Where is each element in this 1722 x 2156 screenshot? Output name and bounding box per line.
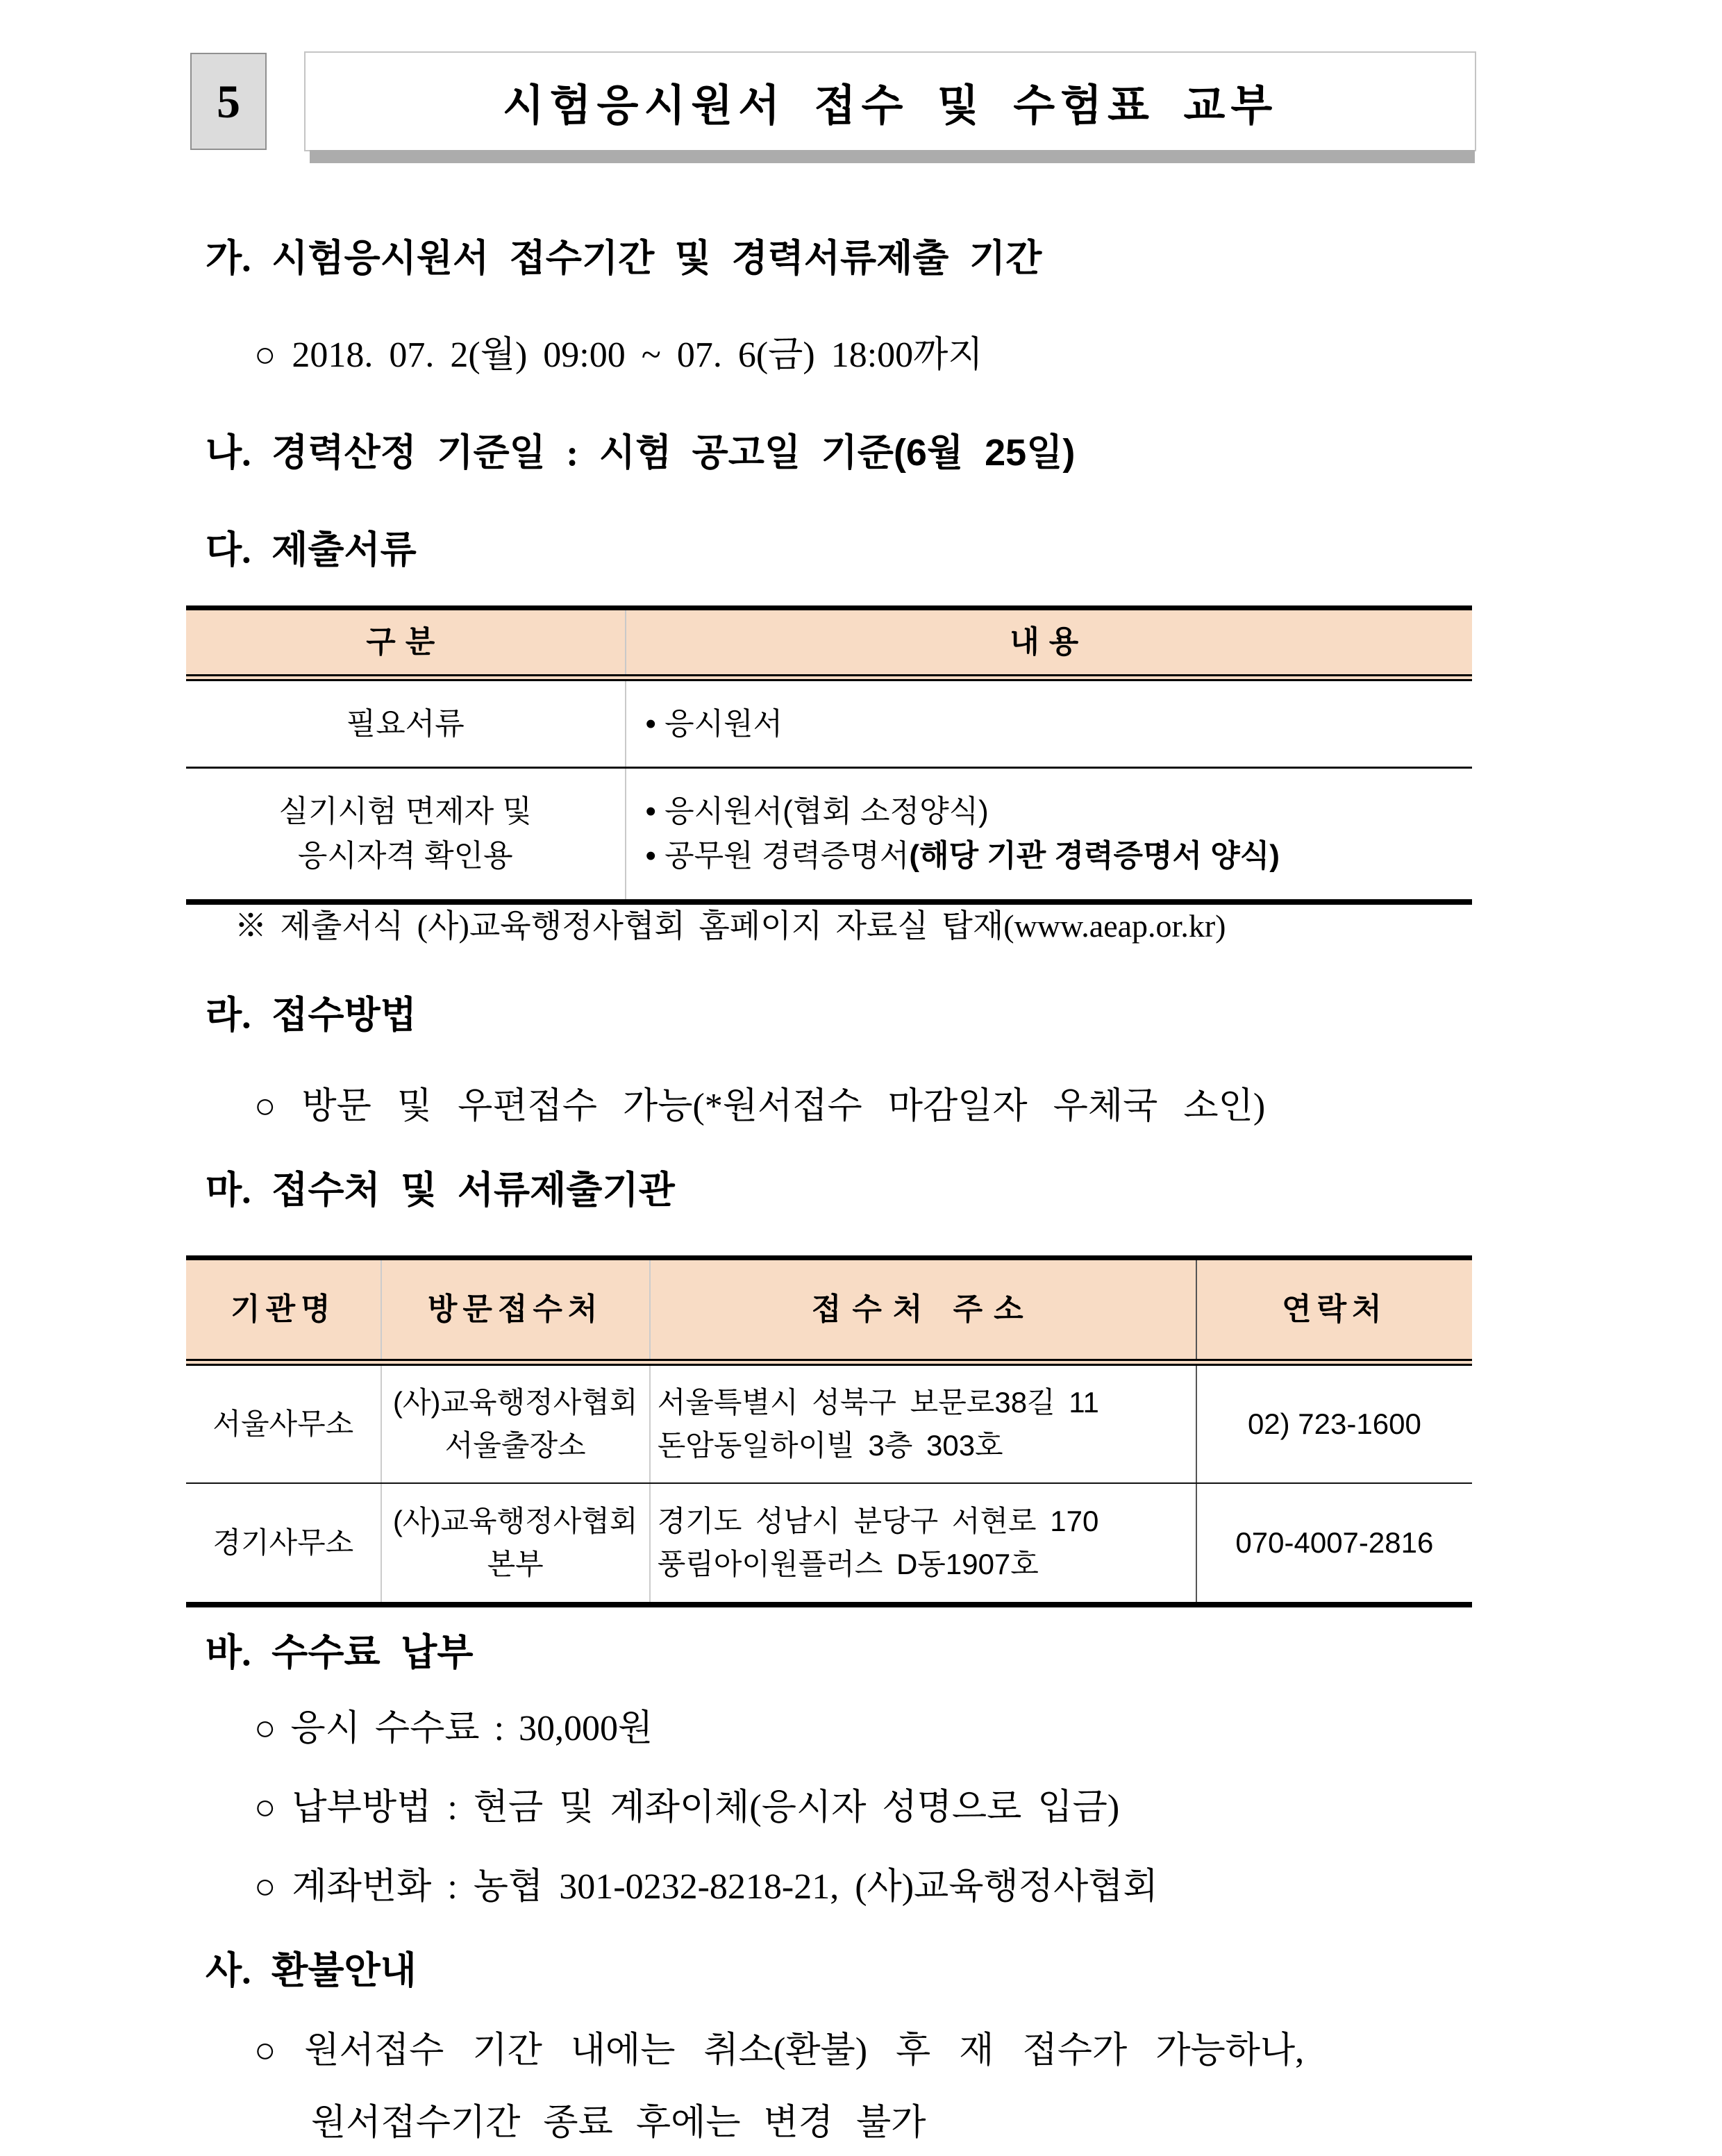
heading-refund-guide: 사. 환불안내: [206, 1950, 417, 1991]
table1-header-row: [186, 610, 1472, 681]
table1-row2-category-line2: 응시자격 확인용: [297, 839, 513, 873]
table2-row2-name: 경기사무소: [212, 1526, 354, 1559]
table2-row2-phone: 070-4007-2816: [1196, 1484, 1472, 1602]
table1-row1-category: 필요서류: [346, 706, 465, 741]
section-title-box: [304, 51, 1476, 151]
table1-row2-item2-bold: (해당 기관 경력증명서 양식): [909, 839, 1280, 873]
table2-row1-office-line2: 서울출장소: [444, 1429, 586, 1462]
heading-career-base-date: [206, 432, 1075, 474]
table2-row1-address: [649, 1366, 1196, 1482]
section-number: 5: [217, 74, 240, 128]
heading-required-documents: 다. 제출서류: [206, 529, 417, 571]
heading-submission-offices: 마. 접수처 및 서류제출기관: [206, 1169, 675, 1211]
bullet-application-method: ○ 방문 및 우편접수 가능(*원서접수 마감일자 우체국 소인): [254, 1087, 1266, 1126]
table2-header-visit-desk: 방문접수처: [381, 1260, 649, 1359]
heading-application-period: 가. 시험응시원서 접수기간 및 경력서류제출 기간: [206, 237, 1042, 279]
heading-application-method: 라. 접수방법: [206, 994, 417, 1036]
table2-row1-phone: 02) 723-1600: [1196, 1366, 1472, 1482]
table1-row2-item2: [646, 834, 1280, 878]
table1-row2-item2-normal: • 공무원 경력증명서: [645, 839, 910, 873]
table2-row-seoul: [186, 1366, 1472, 1484]
submission-form-note: ※ 제출서식 (사)교육행정사협회 홈페이지 자료실 탑재(www.aeap.or.kr): [235, 908, 1226, 944]
table2-row1-address-line1: 서울특별시 성북구 보문로38길 11: [657, 1386, 1099, 1419]
table1-row1-content: [625, 681, 1472, 767]
table2-row2-address: [649, 1484, 1196, 1602]
table2-row2-office-line2: 본부: [487, 1548, 544, 1580]
table2-row1-address-line2: 돈암동일하이빌 3층 303호: [657, 1429, 1003, 1462]
table2-row2-office-line1: (사)교육행정사협회: [392, 1505, 638, 1537]
section-title: 시험응시원서 접수 및 수험표 교부: [502, 82, 1278, 130]
table1-row2-category-line1: 실기시험 면제자 및: [278, 794, 532, 828]
table1-row1-item: • 응시원서: [645, 706, 783, 741]
table2-header-address: 접수처 주소: [649, 1260, 1196, 1359]
section-number-box: [190, 53, 267, 150]
table2-header-contact: 연락처: [1196, 1260, 1472, 1359]
table1-row-exemption: [186, 769, 1472, 899]
table2-header-office-name: 기관명: [231, 1292, 336, 1326]
offices-table: [186, 1255, 1472, 1607]
table1-header-content: 내용: [625, 610, 1472, 674]
bullet-refund-line2: 원서접수기간 종료 후에는 변경 불가: [311, 2103, 926, 2143]
bullet-payment-method: ○ 납부방법 : 현금 및 계좌이체(응시자 성명으로 입금): [254, 1788, 1120, 1828]
bullet-fee-amount: ○ 응시 수수료 : 30,000원: [254, 1709, 653, 1748]
table1-row2-item1: • 응시원서(협회 소정양식): [645, 794, 989, 828]
heading-career-base-date-main: 나. 경력산정 기준일 : 시험 공고일 기준: [206, 432, 894, 474]
table2-header-row: [186, 1260, 1472, 1366]
heading-fee-payment: 바. 수수료 납부: [206, 1632, 474, 1673]
table2-row2-office: [381, 1484, 649, 1602]
table1-row-required: [186, 681, 1472, 769]
bullet-account-number: ○ 계좌번화 : 농협 301-0232-8218-21, (사)교육행정사협회: [254, 1867, 1158, 1907]
table2-row2-address-line2: 풍림아이원플러스 D동1907호: [657, 1548, 1039, 1580]
table1-row2-category: [186, 769, 625, 899]
bullet-refund-line1: ○ 원서접수 기간 내에는 취소(환불) 후 재 접수가 가능하나,: [254, 2031, 1305, 2071]
heading-career-base-date-emph: (6월 25일): [893, 432, 1076, 474]
bullet-application-period: ○ 2018. 07. 2(월) 09:00 ~ 07. 6(금) 18:00까지: [254, 335, 983, 375]
table1-header-category: 구분: [366, 625, 445, 659]
table2-row1-office: [381, 1366, 649, 1482]
required-documents-table: [186, 605, 1472, 905]
table2-row-gyeonggi: [186, 1484, 1472, 1602]
table2-row1-office-line1: (사)교육행정사협회: [392, 1386, 638, 1419]
table2-row2-address-line1: 경기도 성남시 분당구 서현로 170: [657, 1505, 1099, 1537]
table1-row2-content: [625, 769, 1472, 899]
table2-row1-name: 서울사무소: [212, 1407, 354, 1440]
title-shadow-bar: [310, 150, 1475, 163]
